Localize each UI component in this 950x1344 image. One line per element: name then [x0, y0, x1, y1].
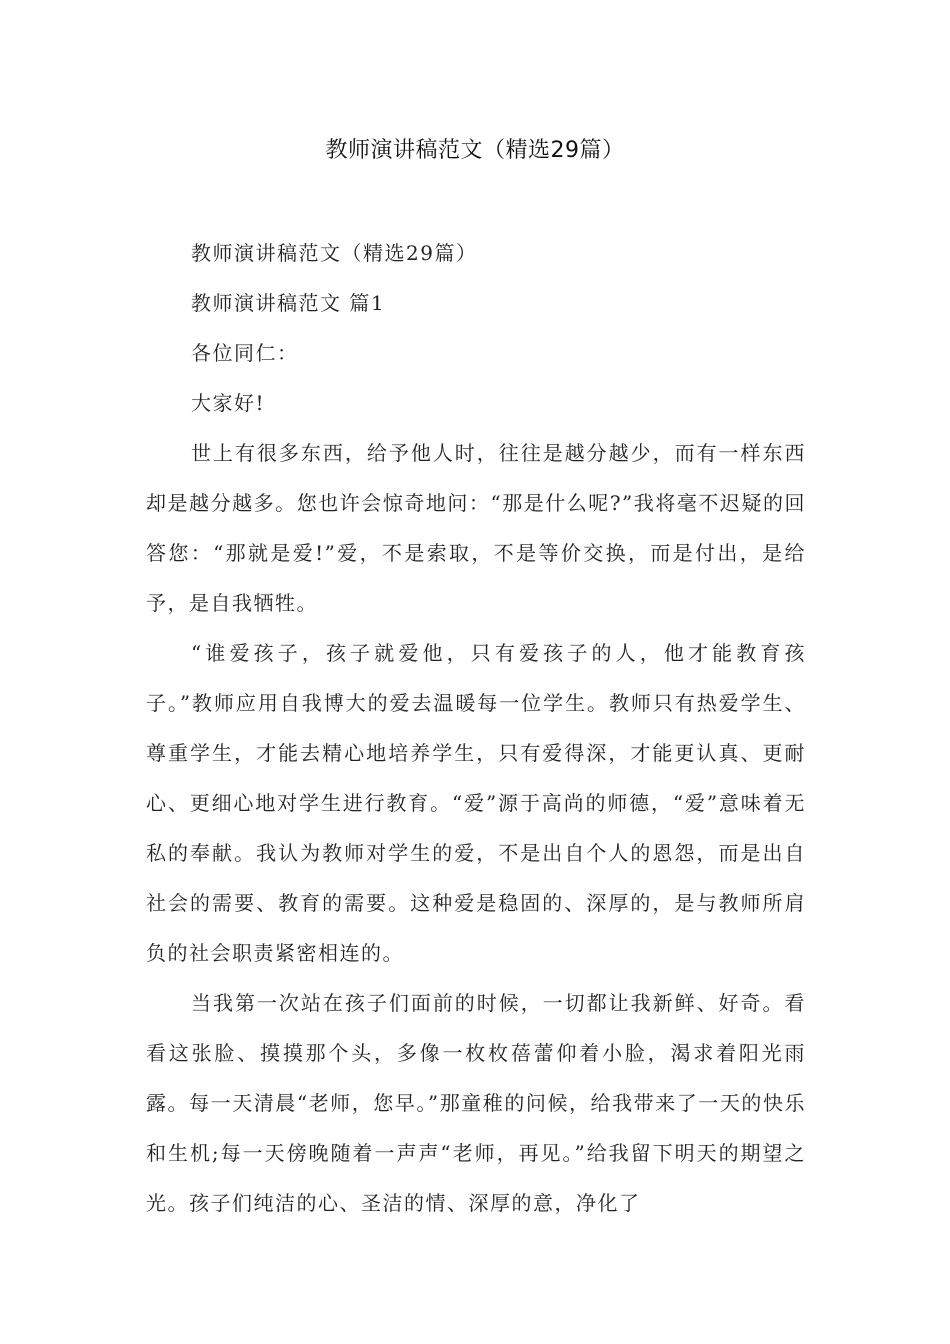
paragraph-salutation: 各位同仁： — [191, 341, 299, 365]
paragraph-section-heading: 教师演讲稿范文 篇1 — [191, 291, 386, 315]
document-title: 教师演讲稿范文（精选29篇） — [325, 138, 625, 163]
paragraph-body-3: 当我第一次站在孩子们面前的时候，一切都让我新鲜、好奇。看看这张脸、摸摸那个头，多像一枚枚蓓蕾仰着小脸，渴求着阳光雨露。每一天清晨“老师，您早。”那童稚的问候，给我带来了一天的快乐和生机;每一天傍晚随着一声声“老师，再见。”给我留下明天的期望之光。孩子们纯洁的心、圣洁的情、深厚的意，净化了 — [146, 991, 806, 1215]
document-body — [146, 228, 806, 1228]
paragraph-greeting: 大家好! — [191, 391, 266, 415]
paragraph-repeat-title: 教师演讲稿范文（精选29篇） — [191, 241, 478, 265]
paragraph-body-2: “谁爱孩子，孩子就爱他，只有爱孩子的人，他才能教育孩子。”教师应用自我博大的爱去温暖每一位学生。教师只有热爱学生、尊重学生，才能去精心地培养学生，只有爱得深，才能更认真、更耐心、更细心地对学生进行教育。“爱”源于高尚的师德，“爱”意味着无私的奉献。我认为教师对学生的爱，不是出自个人的恩怨，而是出自社会的需要、教育的需要。这种爱是稳固的、深厚的，是与教师所肩负的社会职责紧密相连的。 — [146, 641, 806, 965]
paragraph-body-1: 世上有很多东西，给予他人时，往往是越分越少，而有一样东西却是越分越多。您也许会惊奇地问：“那是什么呢?”我将毫不迟疑的回答您：“那就是爱!”爱，不是索取，不是等价交换，而是付出，是给予，是自我牺牲。 — [146, 441, 806, 615]
